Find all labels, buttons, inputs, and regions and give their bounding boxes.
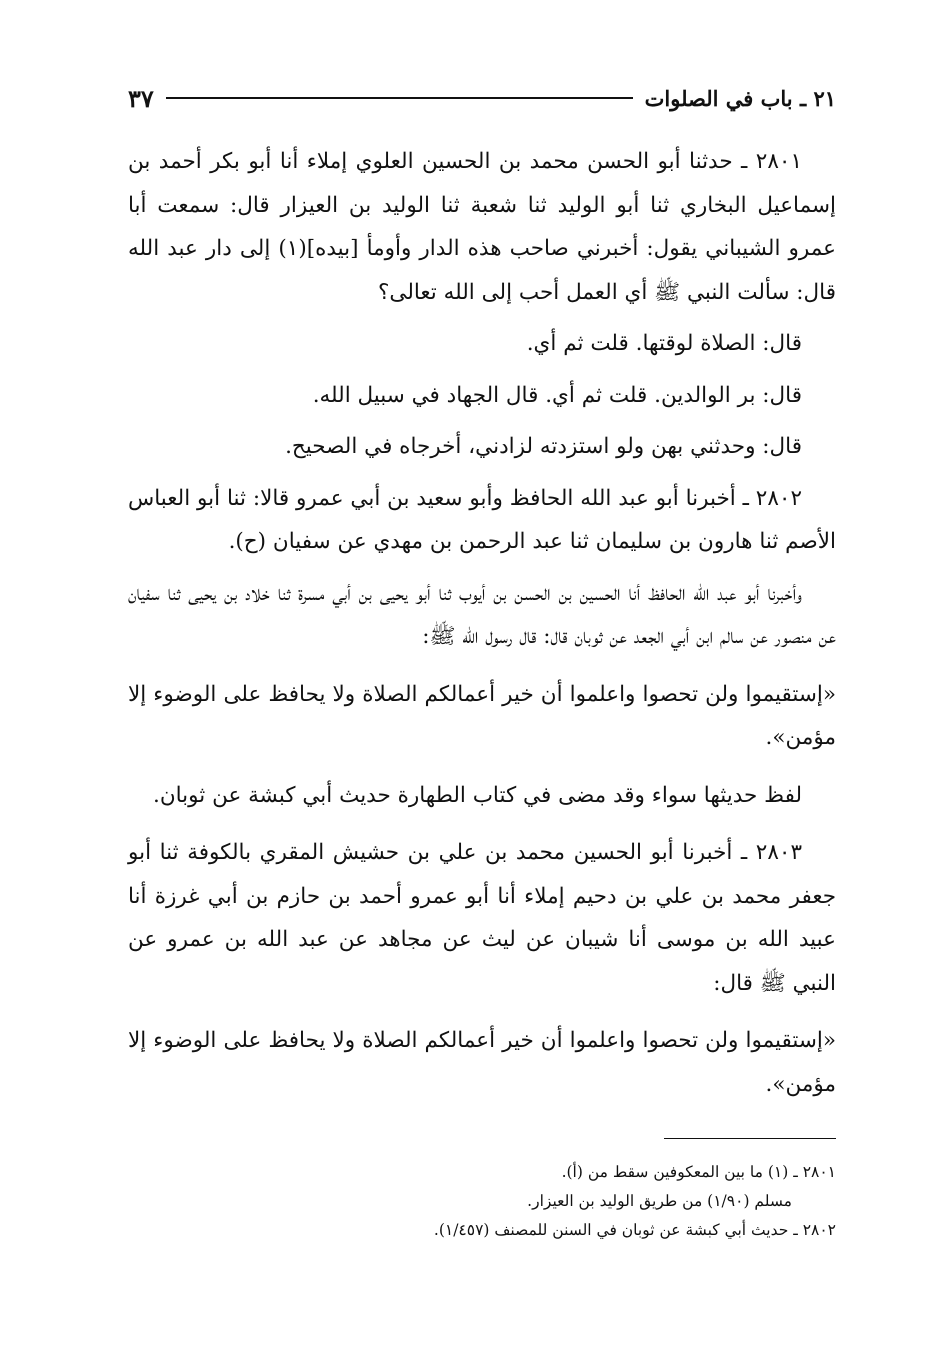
running-header xyxy=(128,78,836,118)
footnotes xyxy=(128,1158,836,1245)
hadith-2803: ٢٨٠٣ ـ أخبرنا أبو الحسين محمد بن علي بن حشيش المقري بالكوفة ثنا أبو جعفر محمد بن علي بن دحيم إملاء أنا أبو عمرو أحمد بن حازم بن أبي غرزة أنا عبيد الله بن موسى أنا شيبان عن ليث عن مجاهد عن عبد الله بن عمرو عن النبي ﷺ قال: xyxy=(128,840,836,996)
hadith-2802-note: لفظ حديثها سواء وقد مضى في كتاب الطهارة حديث أبي كبشة عن ثوبان. xyxy=(153,782,802,808)
main-text xyxy=(128,140,836,1114)
hadith-2801: ٢٨٠١ ـ حدثنا أبو الحسن محمد بن الحسين العلوي إملاء أنا أبو بكر أحمد بن إسماعيل البخاري ثنا أبو الوليد ثنا شعبة ثنا الوليد بن العيزار قال: سمعت أبا عمرو الشيباني يقول: أخبرني صاحب هذه الدار وأومأ [بيده](١) إلى دار عبد الله قال: سألت النبي ﷺ أي العمل أحب إلى الله تعالى؟ xyxy=(128,149,837,305)
page-number: ٣٧ xyxy=(128,83,154,113)
footnote-separator xyxy=(664,1138,836,1139)
footnote-line: ٢٨٠١ ـ (١) ما بين المعكوفين سقط من (أ). xyxy=(561,1163,836,1181)
hadith-2803-matn: «إستقيموا ولن تحصوا واعلموا أن خير أعمالكم الصلاة ولا يحافظ على الوضوء إلا مؤمن». xyxy=(128,1028,836,1097)
answer-line-3: قال: وحدثني بهن ولو استزدته لزادني، أخرجاه في الصحيح. xyxy=(285,434,802,459)
hadith-2802: ٢٨٠٢ ـ أخبرنا أبو عبد الله الحافظ وأبو سعيد بن أبي عمرو قالا: ثنا أبو العباس الأصم ثنا هارون بن سليمان ثنا عبد الرحمن بن مهدي عن سفيان (ح). xyxy=(128,485,836,554)
chapter-title: ٢١ ـ باب في الصلوات xyxy=(644,85,836,111)
header-rule xyxy=(166,97,633,99)
footnote-line: ٢٨٠٢ ـ حديث أبي كبشة عن ثوبان في السنن للمصنف (١/٤٥٧). xyxy=(433,1221,836,1239)
footnote-line: مسلم (١/٩٠) من طريق الوليد بن العيزار. xyxy=(527,1192,792,1210)
hadith-2802-matn: «إستقيموا ولن تحصوا واعلموا أن خير أعمالكم الصلاة ولا يحافظ على الوضوء إلا مؤمن». xyxy=(128,681,836,750)
answer-line-1: قال: الصلاة لوقتها. قلت ثم أي. xyxy=(526,331,802,356)
answer-line-2: قال: بر الوالدين. قلت ثم أي. قال الجهاد في سبيل الله. xyxy=(312,382,802,408)
hadith-2802-chain-2: وأخبرنا أبو عبد الله الحافظ أنا الحسين بن الحسن بن أيوب ثنا أبو يحيى بن أبي مسرة ثنا خلاد بن يحيى ثنا سفيان عن منصور عن سالم ابن أبي الجعد عن ثوبان قال: قال رسول الله ﷺ: xyxy=(128,580,836,649)
